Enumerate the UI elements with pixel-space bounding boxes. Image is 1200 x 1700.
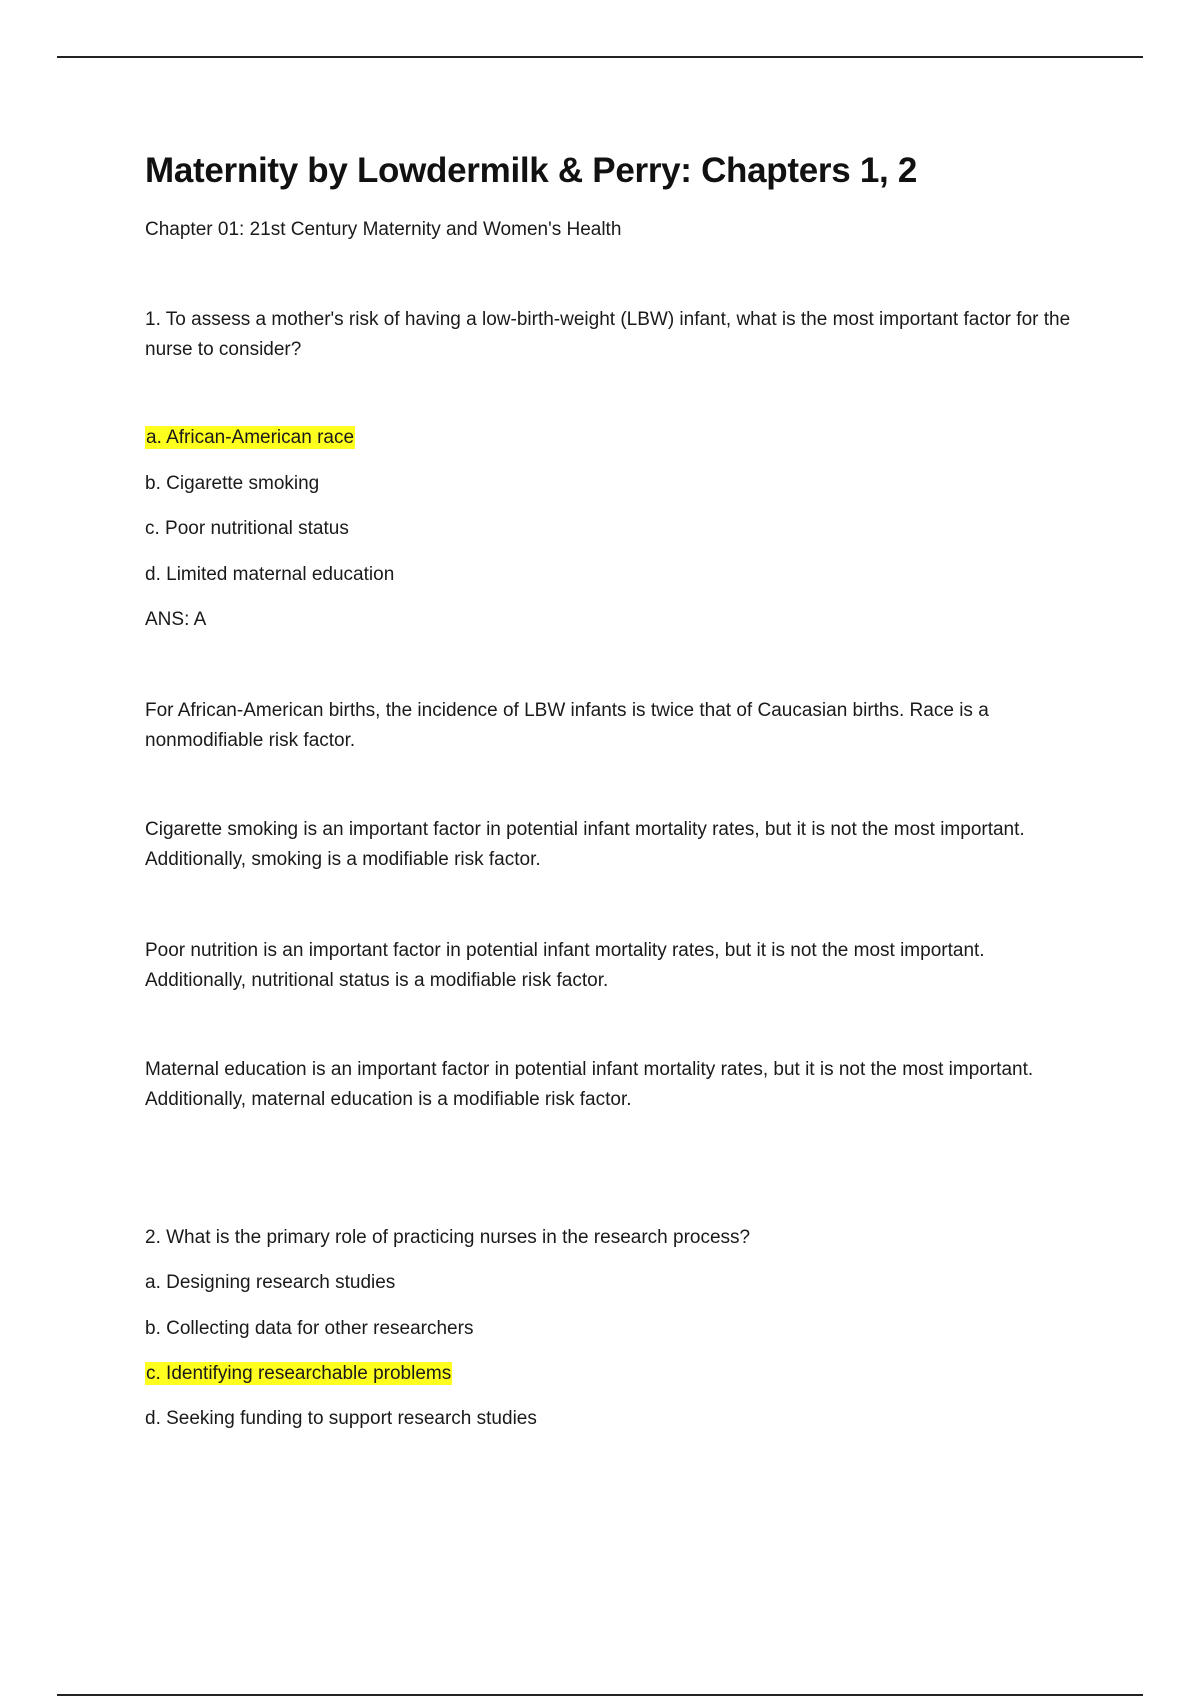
question-2-option-a: a. Designing research studies [145, 1272, 396, 1293]
bottom-rule [57, 1694, 1143, 1696]
document-title: Maternity by Lowdermilk & Perry: Chapters 1, 2 [145, 151, 917, 190]
question-1-rationale-1: For African-American births, the incidence of LBW infants is twice that of Caucasian births. Race is a nonmodifiable risk factor. [145, 700, 989, 751]
question-2-stem: 2. What is the primary role of practicing nurses in the research process? [145, 1227, 751, 1248]
question-1-option-c: c. Poor nutritional status [145, 518, 349, 539]
question-1-answer: ANS: A [145, 609, 207, 630]
answer-highlight: a. African-American race [146, 427, 355, 448]
chapter-heading: Chapter 01: 21st Century Maternity and Women's Health [145, 219, 622, 240]
top-rule [57, 56, 1143, 58]
question-1-option-a [145, 423, 1085, 453]
document-body [145, 148, 1085, 1429]
question-1-rationale-3: Poor nutrition is an important factor in potential infant mortality rates, but it is not the most important. Additionally, nutritional status is a modifiable risk factor. [145, 940, 985, 991]
question-1-option-d: d. Limited maternal education [145, 564, 395, 585]
answer-highlight: c. Identifying researchable problems [146, 1363, 452, 1384]
question-1-stem: 1. To assess a mother's risk of having a low-birth-weight (LBW) infant, what is the most important factor for the nurse to consider? [145, 309, 1071, 360]
question-1-option-b: b. Cigarette smoking [145, 473, 320, 494]
question-2-option-d: d. Seeking funding to support research studies [145, 1408, 537, 1429]
question-1-rationale-2: Cigarette smoking is an important factor in potential infant mortality rates, but it is not the most important. Additionally, smoking is a modifiable risk factor. [145, 819, 1025, 870]
question-2-option-b: b. Collecting data for other researchers [145, 1318, 474, 1339]
question-1-rationale-4: Maternal education is an important factor in potential infant mortality rates, but it is not the most important. Additionally, maternal education is a modifiable risk factor. [145, 1059, 1034, 1110]
question-2-option-c [145, 1359, 1085, 1389]
